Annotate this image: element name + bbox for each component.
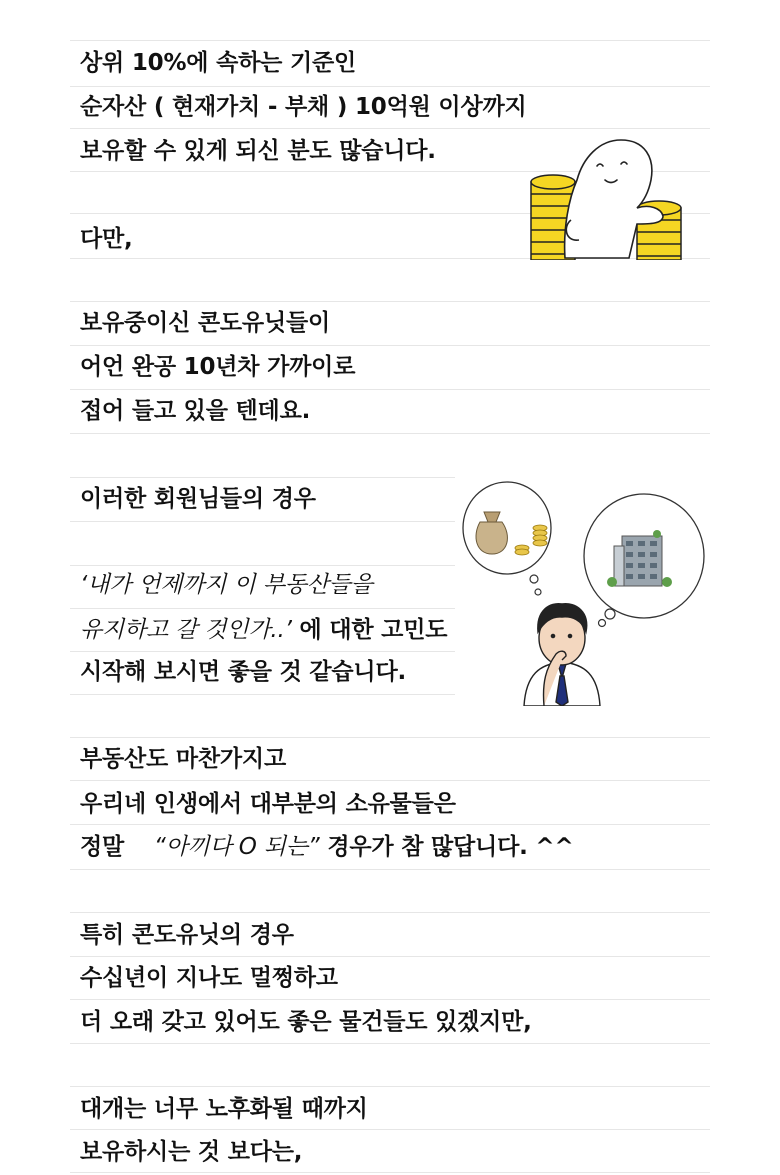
text-line: 어언 완공 10년차 가까이로 <box>80 354 356 380</box>
divider <box>70 651 455 652</box>
text-line: 보유중이신 콘도유닛들이 <box>80 310 331 336</box>
text-segment: 에 대한 고민도 <box>299 617 448 643</box>
text-line <box>80 832 574 862</box>
text-line: 순자산 ( 현재가치 - 부채 ) 10억원 이상까지 <box>80 94 527 120</box>
text-line: 보유하시는 것 보다는, <box>80 1139 303 1165</box>
divider <box>70 869 710 870</box>
divider <box>70 1129 710 1130</box>
text-line: 특히 콘도유닛의 경우 <box>80 922 294 948</box>
divider <box>70 301 710 302</box>
divider <box>70 956 710 957</box>
text-segment: 경우가 참 많답니다. ^^ <box>327 834 574 860</box>
divider <box>70 608 455 609</box>
quote-text: 유지하고 갈 것인가..’ <box>80 617 292 643</box>
divider <box>70 521 455 522</box>
text-line: 우리네 인생에서 대부분의 소유물들은 <box>80 791 456 817</box>
quote-text: “아끼다 O 되는” <box>153 834 320 860</box>
divider <box>70 477 455 478</box>
text-line: 다만, <box>80 226 133 252</box>
text-line: 더 오래 갖고 있어도 좋은 물건들도 있겠지만, <box>80 1009 532 1035</box>
divider <box>70 999 710 1000</box>
divider <box>70 389 710 390</box>
quote-line: ‘내가 언제까지 이 부동산들을 <box>80 572 373 598</box>
divider <box>70 737 710 738</box>
gold-coins-character-illustration <box>525 128 685 260</box>
divider <box>70 565 455 566</box>
text-line: 대개는 너무 노후화될 때까지 <box>80 1096 368 1122</box>
text-line <box>80 615 447 645</box>
divider <box>70 694 455 695</box>
text-line: 이러한 회원님들의 경우 <box>80 486 316 512</box>
text-line: 시작해 보시면 좋을 것 같습니다. <box>80 659 407 685</box>
divider <box>70 345 710 346</box>
divider <box>70 1172 710 1173</box>
text-line: 접어 들고 있을 텐데요. <box>80 398 311 424</box>
text-line: 수십년이 지나도 멀쩡하고 <box>80 965 338 991</box>
text-line: 부동산도 마찬가지고 <box>80 746 286 772</box>
divider <box>70 824 710 825</box>
divider <box>70 40 710 41</box>
divider <box>70 1086 710 1087</box>
text-line: 상위 10%에 속하는 기준인 <box>80 50 357 76</box>
divider <box>70 912 710 913</box>
text-segment: 정말 <box>80 834 125 860</box>
thinking-man-illustration <box>462 478 717 706</box>
divider <box>70 86 710 87</box>
text-line: 보유할 수 있게 되신 분도 많습니다. <box>80 138 436 164</box>
divider <box>70 1043 710 1044</box>
divider <box>70 433 710 434</box>
divider <box>70 780 710 781</box>
